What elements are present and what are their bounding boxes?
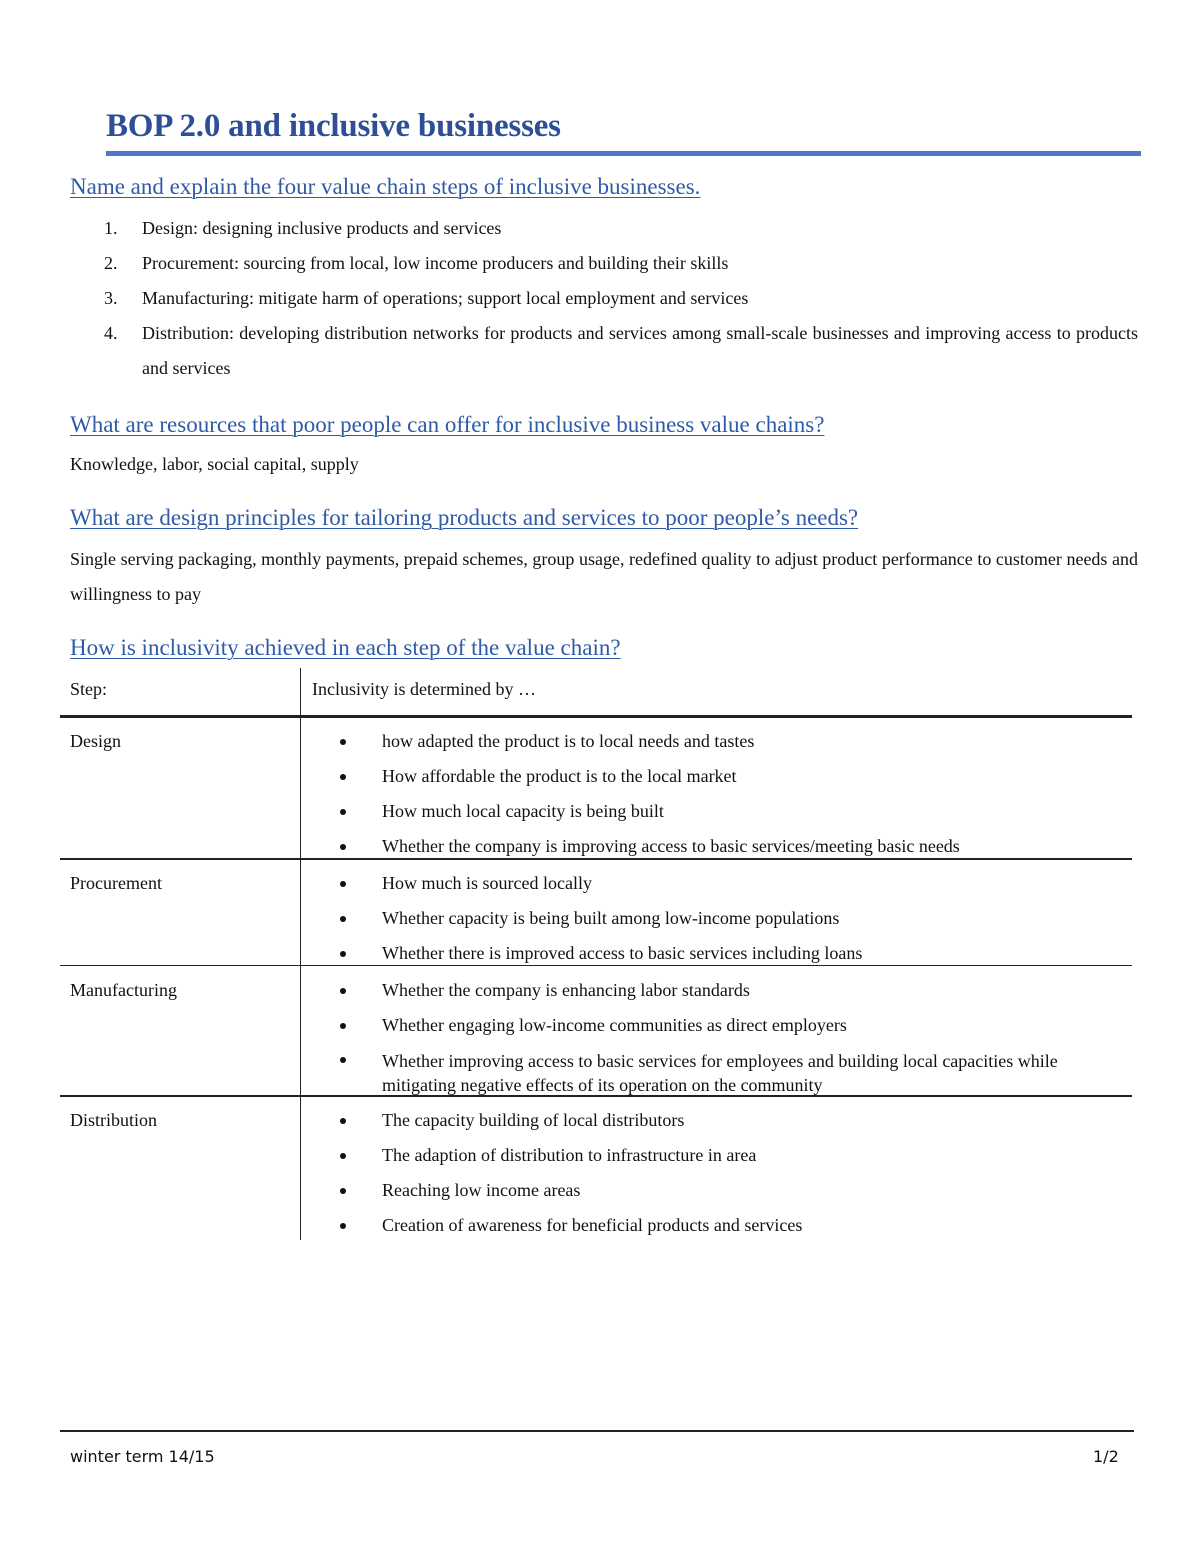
table-cell-step-design: Design — [70, 731, 121, 751]
list-item: Whether engaging low-income communities as direct employers — [332, 1008, 1122, 1043]
answer-resources: Knowledge, labor, social capital, supply — [70, 454, 359, 474]
list-item: how adapted the product is to local needs and tastes — [332, 724, 1122, 759]
list-item: Creation of awareness for beneficial products and services — [332, 1208, 1122, 1243]
list-item: The capacity building of local distributors — [332, 1103, 1122, 1138]
table-cell-step-procurement: Procurement — [70, 873, 162, 893]
bullet-icon — [340, 844, 346, 850]
bullet-icon — [340, 916, 346, 922]
question-inclusivity: How is inclusivity achieved in each step of the value chain? — [70, 635, 621, 660]
question-design-principles: What are design principles for tailoring products and services to poor people’s needs? — [70, 505, 859, 530]
value-chain-steps-list — [70, 211, 1138, 386]
list-item: Whether the company is enhancing labor standards — [332, 973, 1122, 1008]
bullet-icon — [340, 1057, 346, 1063]
table-cell-step-manufacturing: Manufacturing — [70, 980, 177, 1000]
table-column-divider — [300, 668, 301, 1240]
bullet-icon — [340, 1188, 346, 1194]
distribution-criteria-list — [332, 1103, 1122, 1243]
list-item: How much local capacity is being built — [332, 794, 1122, 829]
list-item: 3. Manufacturing: mitigate harm of operations; support local employment and services — [104, 288, 749, 308]
table-header-inclusivity: Inclusivity is determined by … — [312, 679, 536, 699]
bullet-icon — [340, 739, 346, 745]
question-resources: What are resources that poor people can offer for inclusive business value chains? — [70, 412, 825, 437]
design-criteria-list — [332, 724, 1122, 864]
bullet-icon — [340, 1223, 346, 1229]
footer-rule — [60, 1430, 1134, 1432]
list-item: The adaption of distribution to infrastructure in area — [332, 1138, 1122, 1173]
bullet-icon — [340, 988, 346, 994]
list-item: 2. Procurement: sourcing from local, low income producers and building their skills — [104, 253, 729, 273]
title-underline — [106, 151, 1141, 156]
bullet-icon — [340, 774, 346, 780]
question-value-chain-steps: Name and explain the four value chain steps of inclusive businesses. — [70, 174, 701, 199]
list-item: How affordable the product is to the local market — [332, 759, 1122, 794]
table-cell-step-distribution: Distribution — [70, 1110, 158, 1130]
list-item: Whether improving access to basic services for employees and building local capacities while mitigating negative effects of its operation on the community — [332, 1043, 1122, 1097]
manufacturing-criteria-list — [332, 973, 1122, 1097]
bullet-icon — [340, 809, 346, 815]
list-item: How much is sourced locally — [332, 866, 1122, 901]
table-header-rule — [60, 715, 1132, 718]
list-item: Whether capacity is being built among low-income populations — [332, 901, 1122, 936]
page-title: BOP 2.0 and inclusive businesses — [106, 108, 561, 144]
footer-page-number: 1/2 — [1093, 1447, 1119, 1466]
bullet-icon — [340, 951, 346, 957]
list-item: 4. Distribution: developing distribution networks for products and services among small-scale businesses and improving access to products and services — [104, 323, 1138, 378]
bullet-icon — [340, 1023, 346, 1029]
list-item: 1. Design: designing inclusive products and services — [104, 218, 502, 238]
footer-term: winter term 14/15 — [70, 1447, 215, 1466]
list-item: Whether there is improved access to basic services including loans — [332, 936, 1122, 971]
answer-design-principles: Single serving packaging, monthly payments, prepaid schemes, group usage, redefined quality to adjust product performance to customer needs and willingness to pay — [70, 549, 1138, 604]
bullet-icon — [340, 881, 346, 887]
inclusivity-table — [60, 668, 1132, 1240]
list-item: Whether the company is improving access to basic services/meeting basic needs — [332, 829, 1122, 864]
bullet-icon — [340, 1153, 346, 1159]
list-item: Reaching low income areas — [332, 1173, 1122, 1208]
bullet-icon — [340, 1118, 346, 1124]
table-header-step: Step: — [70, 679, 108, 699]
procurement-criteria-list — [332, 866, 1122, 971]
